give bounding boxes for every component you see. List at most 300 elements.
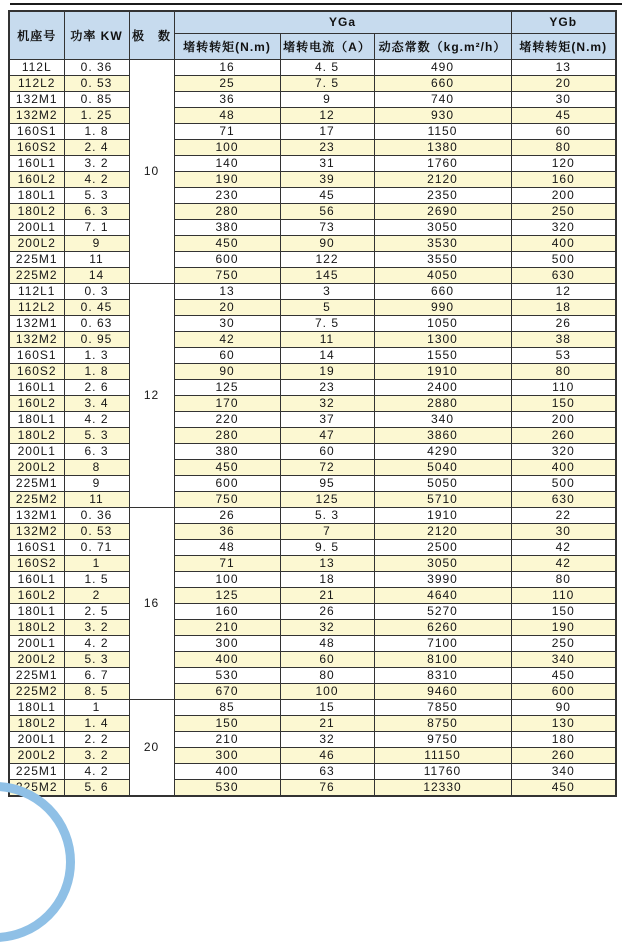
cell-torque-ygb: 500: [511, 251, 616, 267]
cell-dynamic-yga: 3990: [374, 571, 511, 587]
cell-torque-ygb: 260: [511, 747, 616, 763]
table-row: [9, 347, 616, 363]
cell-power: 2. 4: [64, 139, 129, 155]
cell-torque-yga: 280: [174, 203, 280, 219]
header-group-ygb: YGb: [511, 11, 616, 33]
cell-torque-ygb: 630: [511, 267, 616, 283]
cell-torque-ygb: 12: [511, 283, 616, 299]
header-frame: 机座号: [9, 11, 64, 59]
cell-torque-yga: 90: [174, 363, 280, 379]
cell-torque-yga: 26: [174, 507, 280, 523]
cell-frame: 160S2: [9, 139, 64, 155]
table-row: [9, 187, 616, 203]
cell-torque-ygb: 400: [511, 235, 616, 251]
cell-torque-yga: 13: [174, 283, 280, 299]
cell-frame: 160L1: [9, 571, 64, 587]
table-row: [9, 155, 616, 171]
cell-power: 2. 5: [64, 603, 129, 619]
cell-dynamic-yga: 1910: [374, 363, 511, 379]
cell-dynamic-yga: 11150: [374, 747, 511, 763]
cell-dynamic-yga: 5710: [374, 491, 511, 507]
cell-frame: 160S1: [9, 347, 64, 363]
cell-frame: 180L2: [9, 427, 64, 443]
cell-torque-ygb: 260: [511, 427, 616, 443]
cell-current-yga: 11: [280, 331, 374, 347]
cell-frame: 112L: [9, 59, 64, 75]
cell-torque-ygb: 42: [511, 539, 616, 555]
cell-torque-yga: 220: [174, 411, 280, 427]
cell-current-yga: 95: [280, 475, 374, 491]
cell-dynamic-yga: 490: [374, 59, 511, 75]
cell-torque-yga: 380: [174, 219, 280, 235]
cell-torque-ygb: 13: [511, 59, 616, 75]
table-row: [9, 139, 616, 155]
cell-torque-ygb: 38: [511, 331, 616, 347]
cell-power: 3. 2: [64, 155, 129, 171]
cell-current-yga: 32: [280, 731, 374, 747]
cell-dynamic-yga: 4290: [374, 443, 511, 459]
cell-current-yga: 80: [280, 667, 374, 683]
cell-current-yga: 12: [280, 107, 374, 123]
cell-power: 1. 4: [64, 715, 129, 731]
cell-current-yga: 73: [280, 219, 374, 235]
cell-dynamic-yga: 4640: [374, 587, 511, 603]
cell-dynamic-yga: 740: [374, 91, 511, 107]
cell-power: 0. 53: [64, 523, 129, 539]
cell-torque-ygb: 250: [511, 203, 616, 219]
cell-torque-ygb: 160: [511, 171, 616, 187]
table-row: [9, 363, 616, 379]
cell-power: 1: [64, 555, 129, 571]
cell-dynamic-yga: 5270: [374, 603, 511, 619]
cell-frame: 225M1: [9, 251, 64, 267]
cell-dynamic-yga: 990: [374, 299, 511, 315]
cell-power: 0. 36: [64, 59, 129, 75]
cell-frame: 132M2: [9, 331, 64, 347]
cell-frame: 160L2: [9, 171, 64, 187]
cell-torque-yga: 300: [174, 747, 280, 763]
cell-frame: 200L2: [9, 235, 64, 251]
table-row: [9, 251, 616, 267]
cell-torque-yga: 750: [174, 267, 280, 283]
cell-torque-yga: 600: [174, 251, 280, 267]
cell-current-yga: 23: [280, 139, 374, 155]
cell-frame: 180L2: [9, 715, 64, 731]
table-row: [9, 571, 616, 587]
cell-power: 1. 8: [64, 123, 129, 139]
cell-power: 11: [64, 491, 129, 507]
cell-power: 5. 3: [64, 187, 129, 203]
cell-torque-ygb: 120: [511, 155, 616, 171]
table-row: [9, 747, 616, 763]
cell-torque-yga: 400: [174, 763, 280, 779]
cell-current-yga: 9: [280, 91, 374, 107]
cell-torque-yga: 20: [174, 299, 280, 315]
cell-dynamic-yga: 1550: [374, 347, 511, 363]
cell-torque-ygb: 130: [511, 715, 616, 731]
cell-dynamic-yga: 9750: [374, 731, 511, 747]
cell-power: 1. 3: [64, 347, 129, 363]
cell-frame: 225M2: [9, 779, 64, 796]
table-row: [9, 715, 616, 731]
cell-frame: 160L1: [9, 155, 64, 171]
table-row: [9, 523, 616, 539]
cell-frame: 225M1: [9, 475, 64, 491]
cell-current-yga: 5: [280, 299, 374, 315]
header-poles: 极 数: [129, 11, 174, 59]
cell-power: 0. 85: [64, 91, 129, 107]
cell-power: 9: [64, 475, 129, 491]
cell-torque-ygb: 500: [511, 475, 616, 491]
cell-power: 3. 2: [64, 619, 129, 635]
cell-frame: 225M1: [9, 667, 64, 683]
table-row: [9, 203, 616, 219]
cell-torque-ygb: 80: [511, 363, 616, 379]
table-row: [9, 507, 616, 523]
table-row: [9, 91, 616, 107]
cell-frame: 225M2: [9, 683, 64, 699]
cell-power: 2: [64, 587, 129, 603]
cell-current-yga: 4. 5: [280, 59, 374, 75]
header-current-yga: 堵转电流（A）: [280, 33, 374, 59]
cell-current-yga: 125: [280, 491, 374, 507]
cell-dynamic-yga: 930: [374, 107, 511, 123]
cell-torque-yga: 60: [174, 347, 280, 363]
cell-power: 0. 3: [64, 283, 129, 299]
table-row: [9, 283, 616, 299]
cell-torque-ygb: 110: [511, 587, 616, 603]
cell-current-yga: 48: [280, 635, 374, 651]
cell-frame: 112L2: [9, 299, 64, 315]
cell-torque-yga: 42: [174, 331, 280, 347]
cell-current-yga: 46: [280, 747, 374, 763]
cell-torque-yga: 210: [174, 731, 280, 747]
cell-torque-yga: 170: [174, 395, 280, 411]
cell-power: 0. 63: [64, 315, 129, 331]
cell-power: 14: [64, 267, 129, 283]
table-row: [9, 459, 616, 475]
table-row: [9, 539, 616, 555]
cell-dynamic-yga: 8310: [374, 667, 511, 683]
cell-torque-ygb: 180: [511, 731, 616, 747]
cell-dynamic-yga: 5040: [374, 459, 511, 475]
cell-current-yga: 5. 3: [280, 507, 374, 523]
cell-torque-yga: 48: [174, 107, 280, 123]
cell-frame: 225M1: [9, 763, 64, 779]
cell-dynamic-yga: 5050: [374, 475, 511, 491]
cell-current-yga: 31: [280, 155, 374, 171]
table-row: [9, 235, 616, 251]
cell-current-yga: 26: [280, 603, 374, 619]
cell-dynamic-yga: 2400: [374, 379, 511, 395]
table-row: [9, 667, 616, 683]
cell-torque-yga: 160: [174, 603, 280, 619]
cell-power: 0. 36: [64, 507, 129, 523]
cell-frame: 200L1: [9, 635, 64, 651]
cell-power: 5. 3: [64, 651, 129, 667]
cell-torque-ygb: 250: [511, 635, 616, 651]
cell-torque-ygb: 200: [511, 187, 616, 203]
cell-power: 11: [64, 251, 129, 267]
cell-torque-yga: 100: [174, 571, 280, 587]
cell-current-yga: 63: [280, 763, 374, 779]
cell-current-yga: 32: [280, 395, 374, 411]
cell-power: 6. 7: [64, 667, 129, 683]
cell-torque-yga: 25: [174, 75, 280, 91]
cell-current-yga: 60: [280, 651, 374, 667]
cell-dynamic-yga: 3550: [374, 251, 511, 267]
cell-torque-yga: 100: [174, 139, 280, 155]
cell-power: 0. 95: [64, 331, 129, 347]
cell-frame: 112L2: [9, 75, 64, 91]
cell-poles: 16: [129, 507, 174, 699]
cell-torque-yga: 16: [174, 59, 280, 75]
cell-frame: 160S1: [9, 539, 64, 555]
cell-current-yga: 13: [280, 555, 374, 571]
cell-torque-ygb: 320: [511, 443, 616, 459]
cell-torque-ygb: 80: [511, 571, 616, 587]
table-row: [9, 107, 616, 123]
cell-current-yga: 17: [280, 123, 374, 139]
cell-torque-yga: 71: [174, 123, 280, 139]
cell-torque-yga: 450: [174, 235, 280, 251]
cell-power: 4. 2: [64, 171, 129, 187]
decorative-arc: [0, 782, 75, 942]
cell-torque-ygb: 400: [511, 459, 616, 475]
cell-frame: 180L1: [9, 187, 64, 203]
header-torque-ygb: 堵转转矩(N.m): [511, 33, 616, 59]
cell-power: 3. 4: [64, 395, 129, 411]
cell-dynamic-yga: 1300: [374, 331, 511, 347]
table-row: [9, 603, 616, 619]
cell-frame: 200L2: [9, 651, 64, 667]
table-row: [9, 379, 616, 395]
cell-current-yga: 3: [280, 283, 374, 299]
table-row: [9, 635, 616, 651]
cell-torque-ygb: 150: [511, 395, 616, 411]
table-body: [9, 59, 616, 796]
cell-torque-yga: 210: [174, 619, 280, 635]
table-row: [9, 59, 616, 75]
cell-dynamic-yga: 2500: [374, 539, 511, 555]
cell-torque-yga: 400: [174, 651, 280, 667]
cell-frame: 200L1: [9, 731, 64, 747]
table-row: [9, 395, 616, 411]
cell-dynamic-yga: 2350: [374, 187, 511, 203]
cell-torque-yga: 150: [174, 715, 280, 731]
table-row: [9, 299, 616, 315]
cell-dynamic-yga: 3050: [374, 219, 511, 235]
cell-dynamic-yga: 2120: [374, 523, 511, 539]
cell-frame: 132M1: [9, 91, 64, 107]
motor-spec-table: [8, 10, 617, 797]
cell-power: 2. 6: [64, 379, 129, 395]
cell-frame: 200L2: [9, 459, 64, 475]
cell-dynamic-yga: 8100: [374, 651, 511, 667]
cell-power: 5. 6: [64, 779, 129, 796]
cell-current-yga: 100: [280, 683, 374, 699]
cell-torque-yga: 125: [174, 379, 280, 395]
cell-torque-yga: 48: [174, 539, 280, 555]
cell-current-yga: 90: [280, 235, 374, 251]
cell-current-yga: 56: [280, 203, 374, 219]
cell-torque-yga: 670: [174, 683, 280, 699]
cell-dynamic-yga: 3530: [374, 235, 511, 251]
cell-poles: 10: [129, 59, 174, 283]
cell-frame: 200L1: [9, 443, 64, 459]
table-row: [9, 555, 616, 571]
cell-frame: 112L1: [9, 283, 64, 299]
cell-torque-yga: 450: [174, 459, 280, 475]
cell-dynamic-yga: 8750: [374, 715, 511, 731]
cell-torque-yga: 36: [174, 523, 280, 539]
cell-power: 1. 25: [64, 107, 129, 123]
table-row: [9, 427, 616, 443]
table-row: [9, 475, 616, 491]
cell-torque-ygb: 22: [511, 507, 616, 523]
cell-torque-ygb: 630: [511, 491, 616, 507]
cell-torque-ygb: 450: [511, 779, 616, 796]
cell-torque-ygb: 320: [511, 219, 616, 235]
cell-frame: 160L2: [9, 587, 64, 603]
cell-torque-ygb: 26: [511, 315, 616, 331]
cell-frame: 180L1: [9, 411, 64, 427]
table-row: [9, 171, 616, 187]
cell-torque-yga: 36: [174, 91, 280, 107]
cell-current-yga: 72: [280, 459, 374, 475]
cell-frame: 132M1: [9, 507, 64, 523]
cell-power: 6. 3: [64, 443, 129, 459]
cell-torque-ygb: 340: [511, 651, 616, 667]
table-row: [9, 491, 616, 507]
cell-torque-ygb: 60: [511, 123, 616, 139]
cell-current-yga: 23: [280, 379, 374, 395]
cell-frame: 200L1: [9, 219, 64, 235]
cell-power: 4. 2: [64, 411, 129, 427]
table-row: [9, 619, 616, 635]
cell-dynamic-yga: 2880: [374, 395, 511, 411]
header-group-yga: YGa: [174, 11, 511, 33]
cell-dynamic-yga: 4050: [374, 267, 511, 283]
header-torque-yga: 堵转转矩(N.m): [174, 33, 280, 59]
cell-current-yga: 21: [280, 715, 374, 731]
cell-frame: 180L1: [9, 603, 64, 619]
table-row: [9, 411, 616, 427]
table-row: [9, 587, 616, 603]
cell-current-yga: 76: [280, 779, 374, 796]
cell-frame: 132M2: [9, 523, 64, 539]
cell-torque-yga: 30: [174, 315, 280, 331]
cell-power: 1: [64, 699, 129, 715]
cell-current-yga: 45: [280, 187, 374, 203]
cell-torque-ygb: 20: [511, 75, 616, 91]
table-row: [9, 123, 616, 139]
cell-dynamic-yga: 7100: [374, 635, 511, 651]
cell-frame: 160L2: [9, 395, 64, 411]
table-row: [9, 75, 616, 91]
cell-torque-yga: 280: [174, 427, 280, 443]
cell-torque-yga: 190: [174, 171, 280, 187]
table-row: [9, 683, 616, 699]
cell-power: 1. 5: [64, 571, 129, 587]
cell-power: 4. 2: [64, 763, 129, 779]
cell-current-yga: 18: [280, 571, 374, 587]
cell-torque-ygb: 150: [511, 603, 616, 619]
cell-dynamic-yga: 1150: [374, 123, 511, 139]
cell-dynamic-yga: 1380: [374, 139, 511, 155]
cell-power: 2. 2: [64, 731, 129, 747]
cell-torque-yga: 300: [174, 635, 280, 651]
cell-dynamic-yga: 660: [374, 75, 511, 91]
cell-dynamic-yga: 1050: [374, 315, 511, 331]
cell-power: 1. 8: [64, 363, 129, 379]
cell-dynamic-yga: 1760: [374, 155, 511, 171]
cell-torque-yga: 380: [174, 443, 280, 459]
cell-current-yga: 145: [280, 267, 374, 283]
cell-torque-ygb: 90: [511, 699, 616, 715]
cell-torque-ygb: 42: [511, 555, 616, 571]
cell-torque-ygb: 190: [511, 619, 616, 635]
cell-poles: 20: [129, 699, 174, 796]
cell-power: 0. 45: [64, 299, 129, 315]
table-row: [9, 267, 616, 283]
cell-dynamic-yga: 1910: [374, 507, 511, 523]
cell-dynamic-yga: 2120: [374, 171, 511, 187]
cell-frame: 200L2: [9, 747, 64, 763]
cell-current-yga: 32: [280, 619, 374, 635]
cell-dynamic-yga: 9460: [374, 683, 511, 699]
cell-dynamic-yga: 12330: [374, 779, 511, 796]
cell-torque-ygb: 18: [511, 299, 616, 315]
cell-dynamic-yga: 7850: [374, 699, 511, 715]
top-rule: [10, 3, 622, 5]
header-dynamic-yga: 动态常数（kg.m²/h）: [374, 33, 511, 59]
cell-power: 5. 3: [64, 427, 129, 443]
cell-torque-ygb: 45: [511, 107, 616, 123]
cell-frame: 132M1: [9, 315, 64, 331]
cell-torque-ygb: 200: [511, 411, 616, 427]
table-row: [9, 219, 616, 235]
cell-frame: 160S2: [9, 363, 64, 379]
cell-frame: 180L2: [9, 619, 64, 635]
cell-power: 3. 2: [64, 747, 129, 763]
table-row: [9, 651, 616, 667]
cell-torque-ygb: 110: [511, 379, 616, 395]
cell-current-yga: 39: [280, 171, 374, 187]
cell-torque-yga: 71: [174, 555, 280, 571]
cell-frame: 160S2: [9, 555, 64, 571]
table-row: [9, 779, 616, 796]
cell-torque-ygb: 600: [511, 683, 616, 699]
cell-torque-ygb: 340: [511, 763, 616, 779]
cell-torque-yga: 230: [174, 187, 280, 203]
cell-torque-ygb: 80: [511, 139, 616, 155]
cell-frame: 160S1: [9, 123, 64, 139]
cell-power: 0. 71: [64, 539, 129, 555]
cell-torque-ygb: 30: [511, 91, 616, 107]
cell-power: 0. 53: [64, 75, 129, 91]
table-header: [9, 11, 616, 59]
table-row: [9, 763, 616, 779]
cell-current-yga: 21: [280, 587, 374, 603]
cell-dynamic-yga: 6260: [374, 619, 511, 635]
cell-current-yga: 7. 5: [280, 315, 374, 331]
cell-current-yga: 122: [280, 251, 374, 267]
cell-power: 6. 3: [64, 203, 129, 219]
cell-current-yga: 9. 5: [280, 539, 374, 555]
cell-dynamic-yga: 340: [374, 411, 511, 427]
cell-torque-yga: 530: [174, 779, 280, 796]
